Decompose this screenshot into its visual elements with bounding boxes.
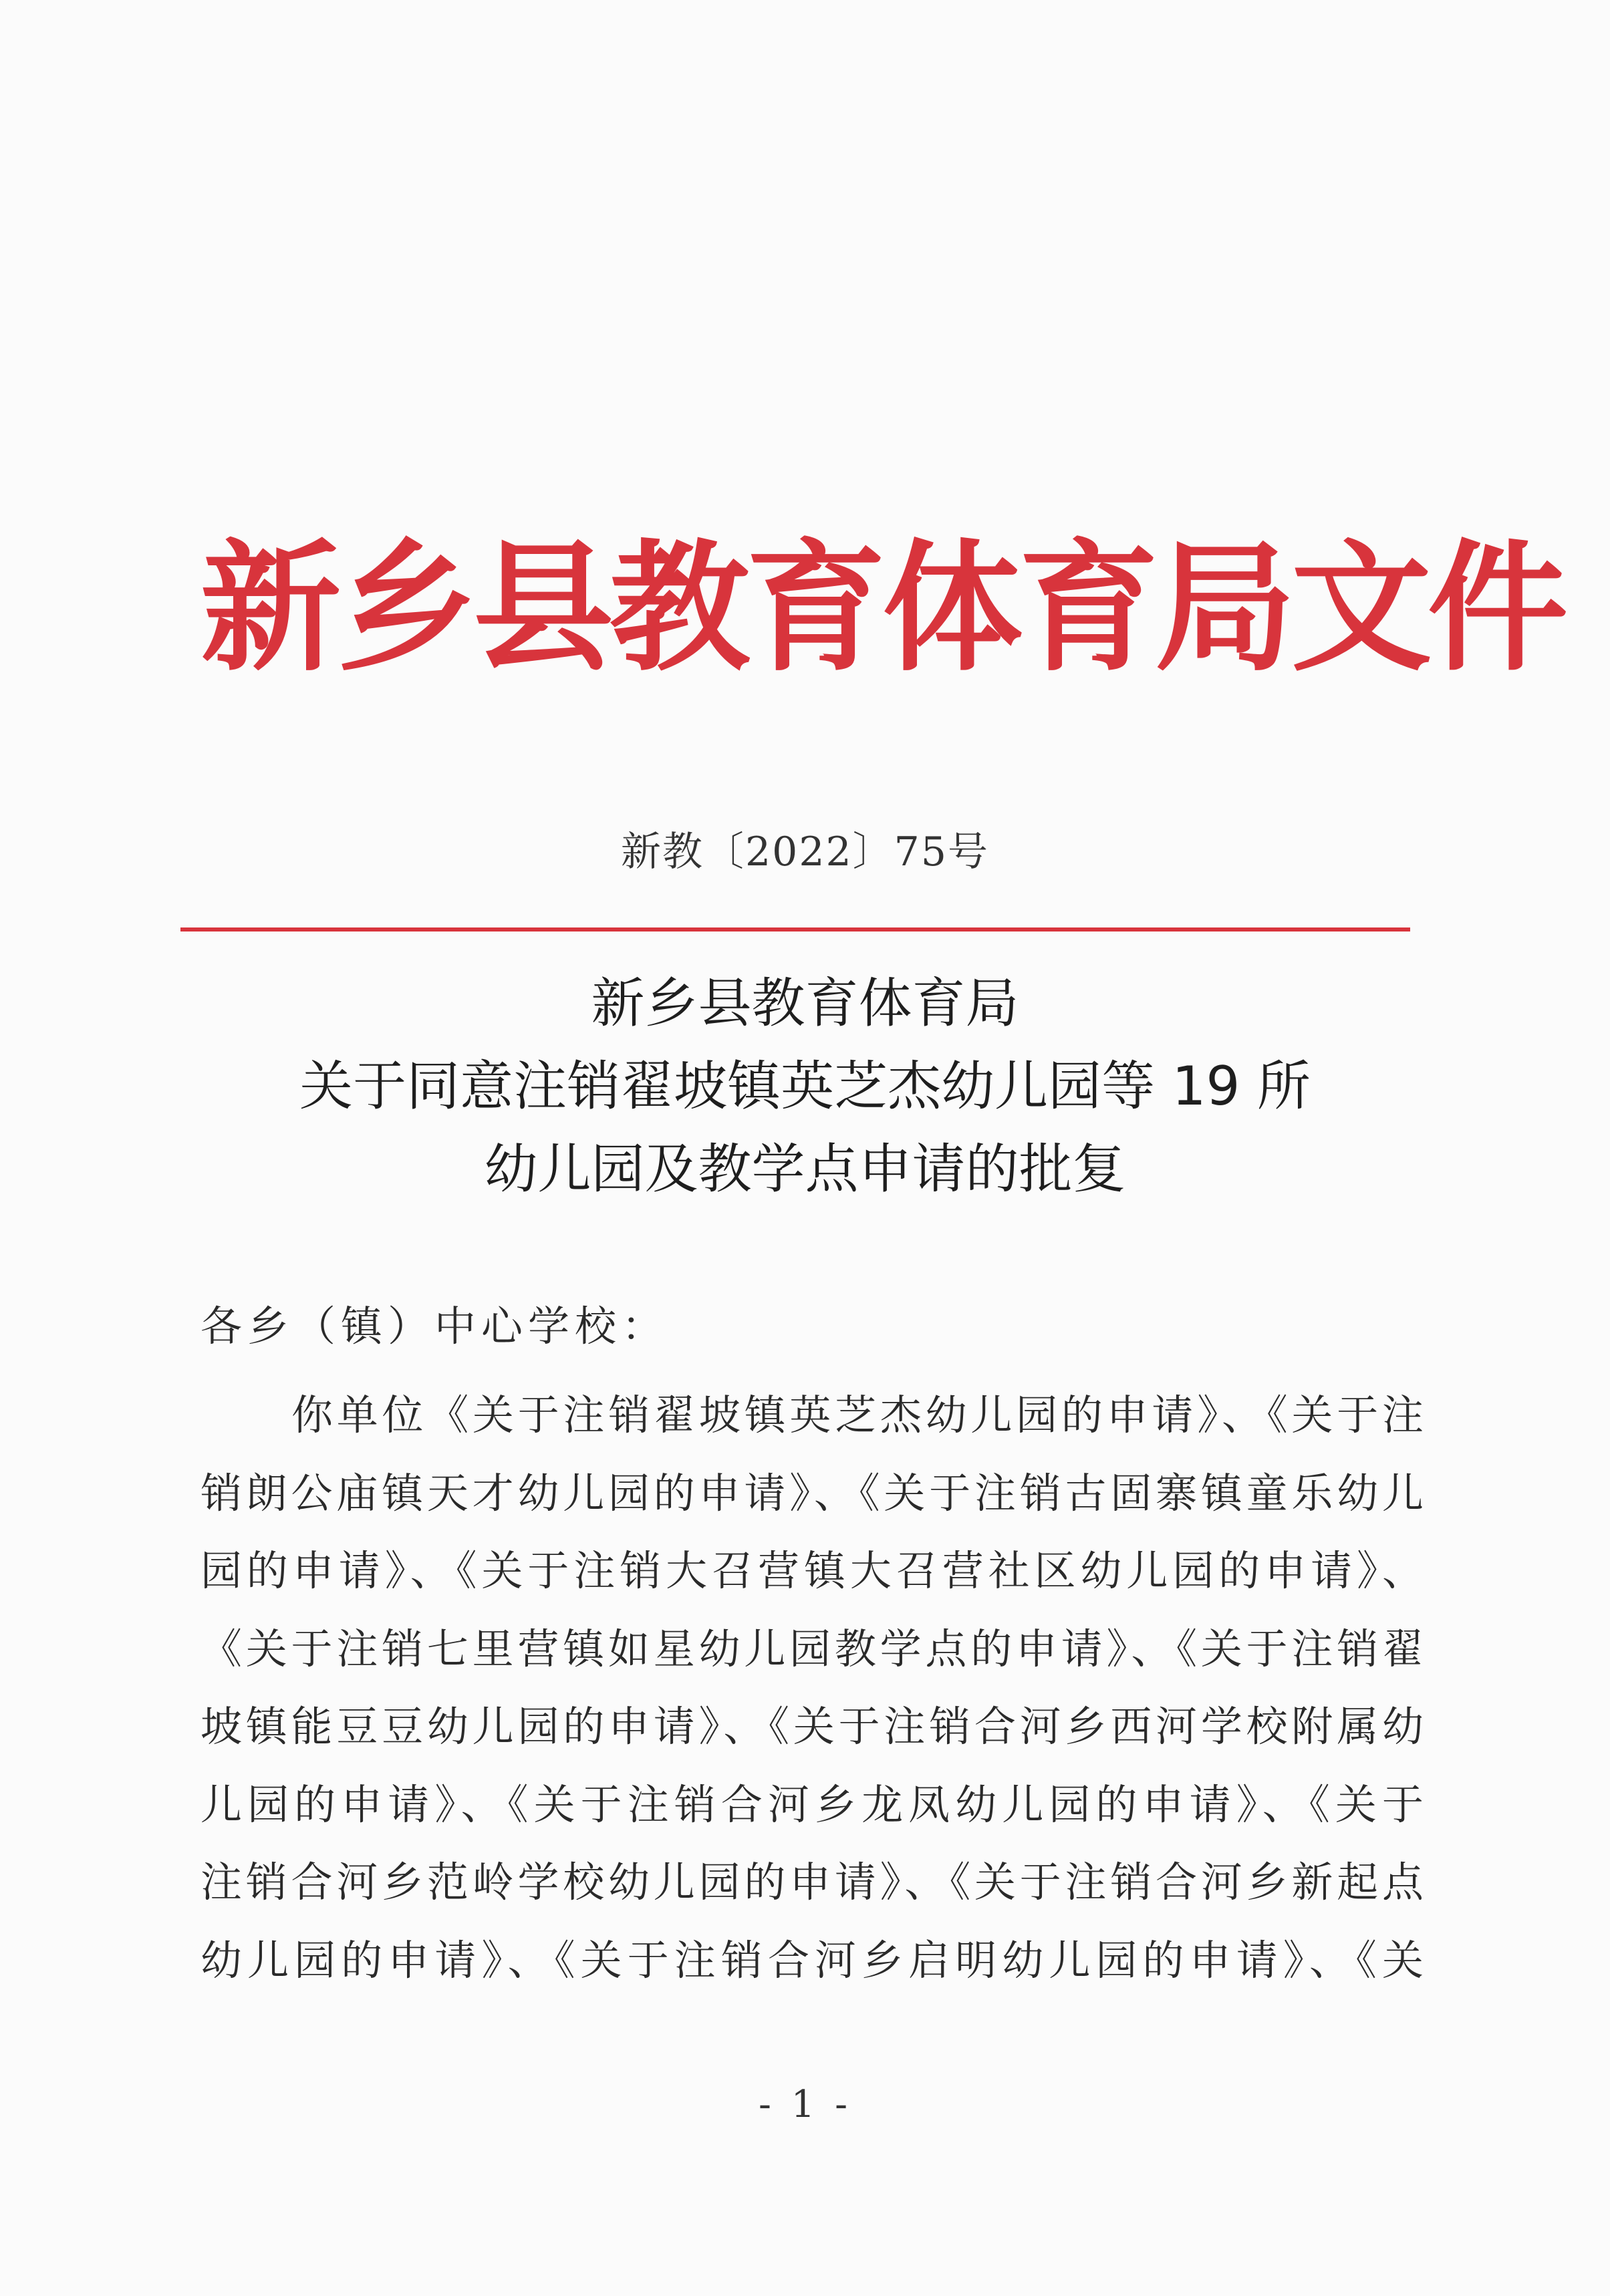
body-line: 幼儿园的申请》、《关于注销合河乡启明幼儿园的申请》、《关 — [200, 1935, 1424, 1985]
document-title-line-1: 新乡县教育体育局 — [591, 972, 1019, 1034]
red-divider-rule — [180, 927, 1410, 931]
body-line: 园的申请》、《关于注销大召营镇大召营社区幼儿园的申请》、 — [200, 1546, 1424, 1595]
body-line: 销朗公庙镇天才幼儿园的申请》、《关于注销古固寨镇童乐幼儿 — [200, 1468, 1424, 1518]
body-line: 坡镇能豆豆幼儿园的申请》、《关于注销合河乡西河学校附属幼 — [200, 1702, 1424, 1751]
body-line: 《关于注销七里营镇如星幼儿园教学点的申请》、《关于注销翟 — [200, 1624, 1424, 1673]
issuer-header-title: 新乡县教育体育局文件 — [200, 525, 1565, 690]
body-paragraph — [200, 1377, 1424, 1999]
document-title-line-2: 关于同意注销翟坡镇英芝杰幼儿园等 19 所 — [299, 1055, 1311, 1117]
document-number: 新教〔2022〕75号 — [620, 829, 990, 875]
body-line: 儿园的申请》、《关于注销合河乡龙凤幼儿园的申请》、《关于 — [200, 1779, 1424, 1829]
document-title-line-3: 幼儿园及教学点申请的批复 — [484, 1138, 1126, 1200]
body-line: 你单位《关于注销翟坡镇英芝杰幼儿园的申请》、《关于注 — [291, 1391, 1424, 1439]
document-title — [134, 962, 1476, 1211]
body-line: 注销合河乡范岭学校幼儿园的申请》、《关于注销合河乡新起点 — [200, 1858, 1424, 1906]
addressee: 各乡（镇）中心学校： — [200, 1302, 669, 1350]
page-number: - 1 - — [758, 2083, 852, 2126]
